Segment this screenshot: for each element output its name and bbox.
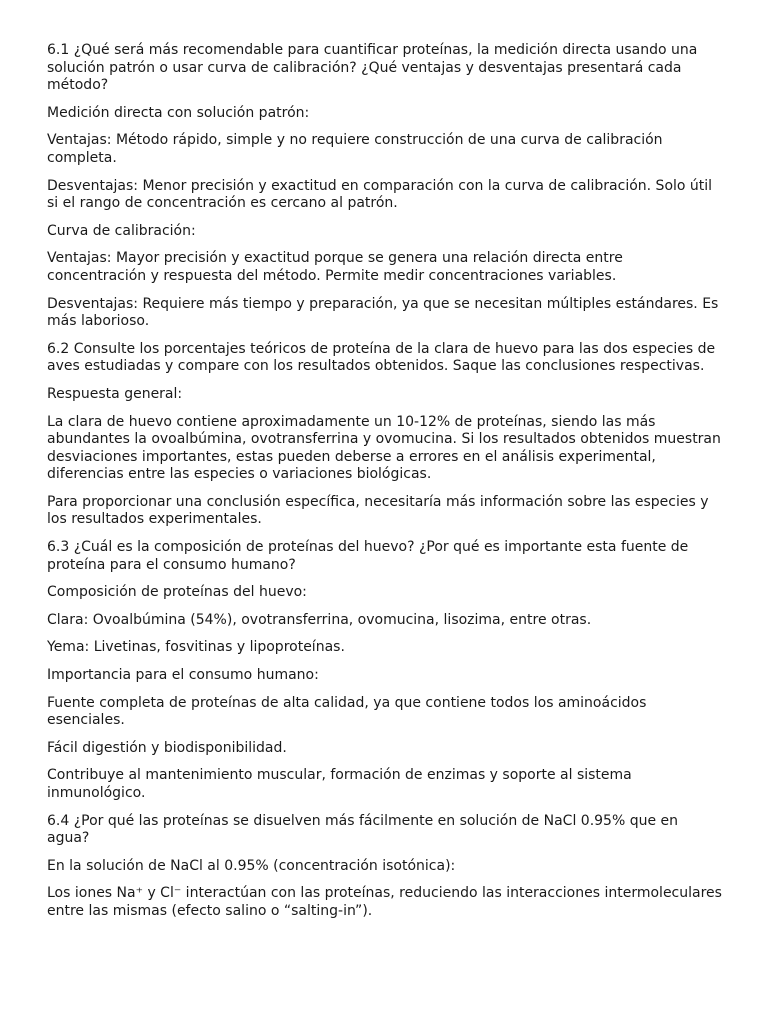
importance-muscle: Contribuye al mantenimiento muscular, formación de enzimas y soporte al sistema inmunológico. [47, 767, 632, 801]
egg-white-protein-paragraph: La clara de huevo contiene aproximadamente un 10-12% de proteínas, siendo las más abundantes la ovoalbúmina, ovotransferrina y ovomucina. Si los resultados obtenidos muestran desviaciones importantes, estas pueden deberse a errores en el análisis experimental, diferencias entre las especies o variaciones biológicas. [47, 413, 721, 483]
question-6-2: 6.2 Consulte los porcentajes teóricos de proteína de la clara de huevo para las dos especies de aves estudiadas y compare con los resultados obtenidos. Saque las conclusiones respectivas. [47, 340, 716, 375]
egg-white-composition: Clara: Ovoalbúmina (54%), ovotransferrina, ovomucina, lisozima, entre otras. [47, 611, 592, 628]
calibration-advantages: Ventajas: Mayor precisión y exactitud porque se genera una relación directa entre concentración y respuesta del método. Permite medir concentraciones variables. [47, 250, 623, 284]
subheading-general-answer: Respuesta general: [47, 385, 183, 402]
question-6-1: 6.1 ¿Qué será más recomendable para cuantificar proteínas, la medición directa usando una solución patrón o usar curva de calibración? ¿Qué ventajas y desventajas presentará cada método? [47, 42, 698, 94]
question-6-3: 6.3 ¿Cuál es la composición de proteínas del huevo? ¿Por qué es importante esta fuente de proteína para el consumo humano? [47, 539, 689, 573]
subheading-human-importance: Importancia para el consumo humano: [47, 667, 319, 684]
egg-yolk-composition: Yema: Livetinas, fosvitinas y lipoproteínas. [47, 639, 345, 656]
subheading-direct-measurement: Medición directa con solución patrón: [47, 104, 310, 121]
question-6-4: 6.4 ¿Por qué las proteínas se disuelven más fácilmente en solución de NaCl 0.95% que en agua? [47, 812, 679, 847]
calibration-disadvantages: Desventajas: Requiere más tiempo y preparación, ya que se necesitan múltiples estándares. Es más laborioso. [47, 295, 719, 330]
importance-digestion: Fácil digestión y biodisponibilidad. [47, 739, 287, 756]
importance-complete-protein: Fuente completa de proteínas de alta calidad, ya que contiene todos los aminoácidos esenciales. [47, 694, 647, 729]
subheading-nacl-solution: En la solución de NaCl al 0.95% (concentración isotónica): [47, 857, 456, 874]
document-page [47, 42, 723, 931]
subheading-calibration-curve: Curva de calibración: [47, 222, 196, 239]
direct-disadvantages: Desventajas: Menor precisión y exactitud en comparación con la curva de calibración. Solo útil si el rango de concentración es cercano al patrón. [47, 177, 713, 212]
direct-advantages: Ventajas: Método rápido, simple y no requiere construcción de una curva de calibración completa. [47, 132, 663, 166]
subheading-egg-protein-composition: Composición de proteínas del huevo: [47, 584, 307, 601]
salting-in-paragraph: Los iones Na⁺ y Cl⁻ interactúan con las proteínas, reduciendo las interacciones intermoleculares entre las mismas (efecto salino o “salting-in”). [47, 885, 722, 919]
conclusion-paragraph: Para proporcionar una conclusión específica, necesitaría más información sobre las especies y los resultados experimentales. [47, 493, 709, 528]
